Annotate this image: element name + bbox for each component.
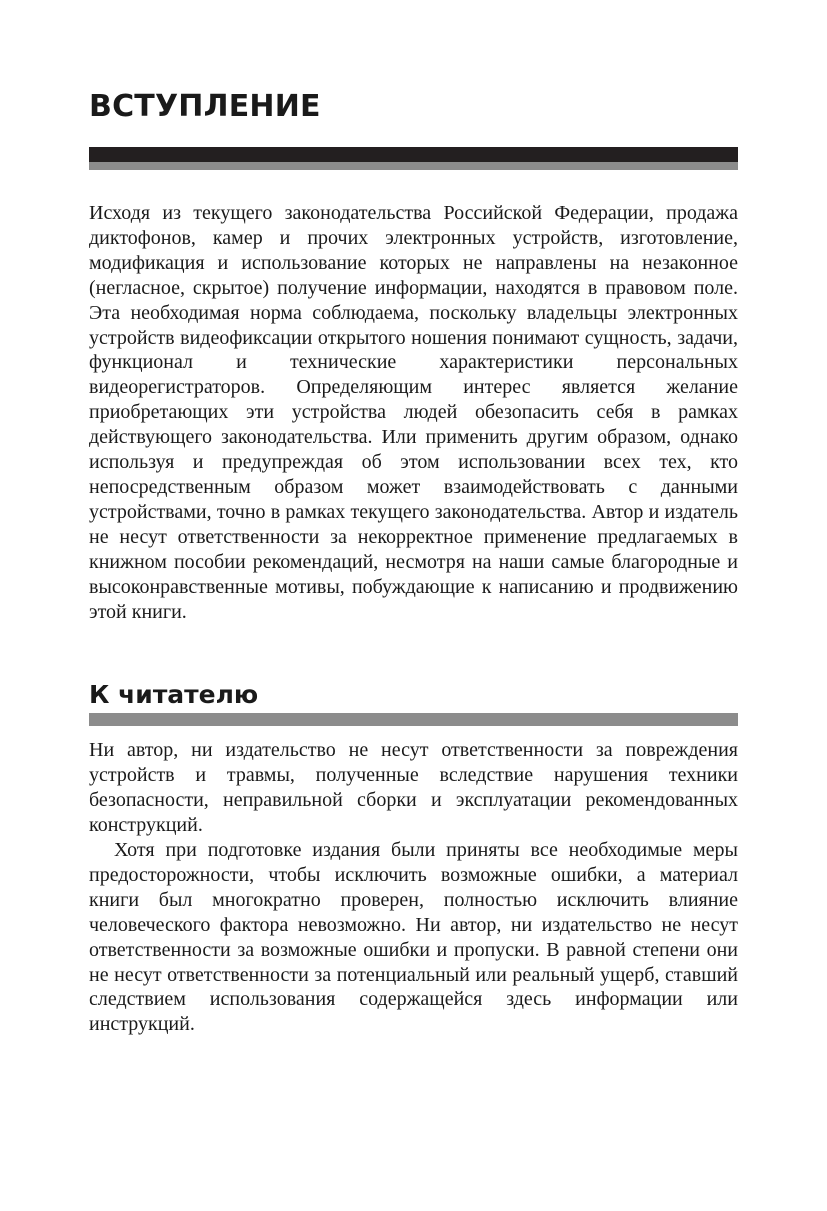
chapter-title-rule-gray — [89, 162, 738, 170]
chapter-title-rule-dark — [89, 147, 738, 162]
reader-paragraph: Хотя при подготовке издания были приняты все необходимые меры предосторожности, чтобы исключить возможные ошибки, а материал книги был многократно проверен, полностью исключить влияние человеческого фактора невозможно. Ни автор, ни издательство не несут ответственности за возможные ошибки и пропуски. В равной степени они не несут ответственности за потенциальный или реальный ущерб, ставший следствием использования содержащейся здесь информации или инструкций. — [89, 839, 738, 1036]
intro-paragraph: Исходя из текущего законодательства Российской Федерации, продажа диктофонов, камер и прочих электронных устройств, изготовление, модификация и использование которых не направлены на незаконное (негласное, скрытое) получение информации, находятся в правовом поле. Эта необходимая норма соблюдаема, поскольку владельцы электронных устройств видеофиксации открытого ношения понимают сущность, задачи, функционал и технические характеристики персональных видеорегистраторов. Определяющим интерес является желание приобретающих эти устройства людей обезопасить себя в рамках действующего законодательства. Или применить другим образом, однако используя и предупреждая об этом использовании всех тех, кто непосредственным образом может взаимодействовать с данными устройствами, точно в рамках текущего законодательства. Автор и издатель не несут ответственности за некорректное применение предлагаемых в книжном пособии рекомендаций, несмотря на наши самые благородные и высоконравственные мотивы, побуждающие к написанию и продвижению этой книги. — [89, 202, 738, 623]
section-title-reader: К читателю — [89, 680, 259, 709]
section-title-rule — [89, 713, 738, 726]
chapter-title: ВСТУПЛЕНИЕ — [89, 89, 321, 124]
reader-paragraph: Ни автор, ни издательство не несут ответственности за повреждения устройств и травмы, полученные вследствие нарушения техники безопасности, неправильной сборки и эксплуатации рекомендованных конструкций. — [89, 739, 738, 836]
